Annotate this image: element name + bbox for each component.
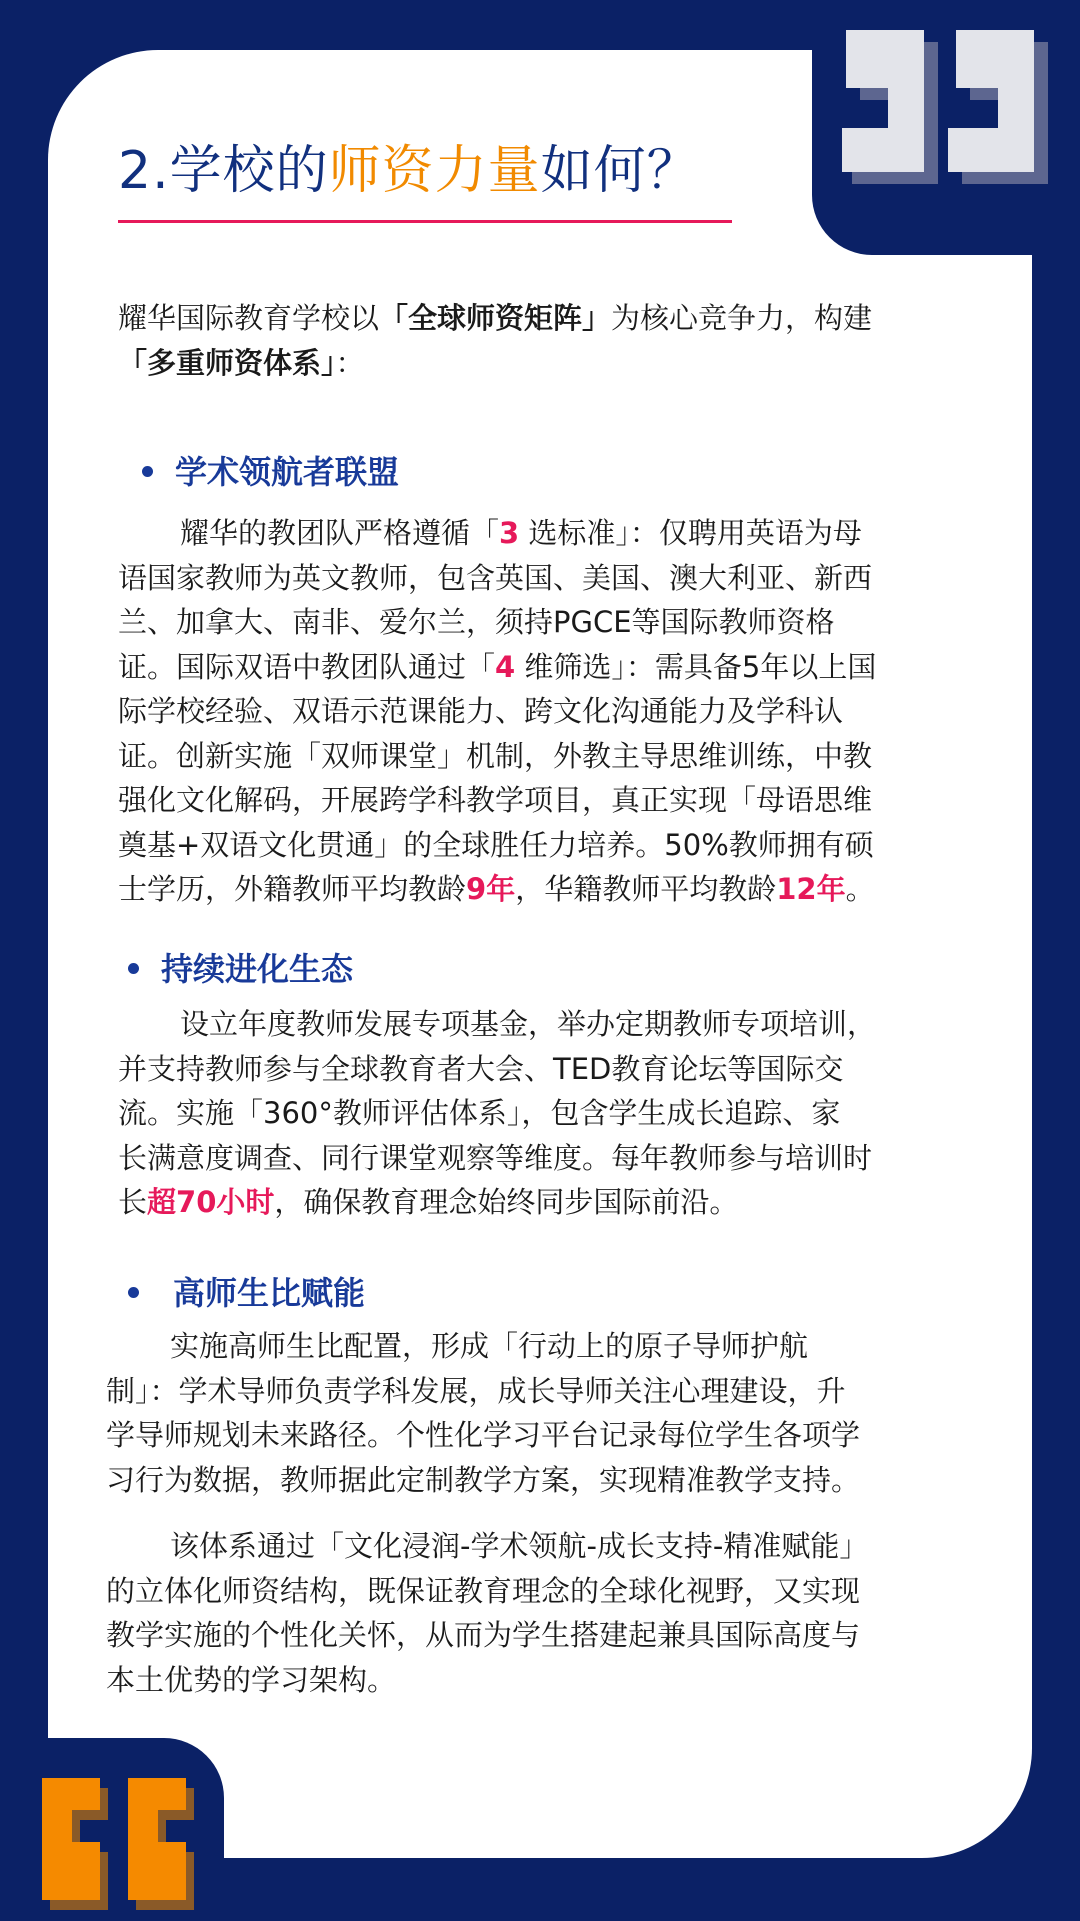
intro-bold-matrix: 「全球师资矩阵」	[379, 301, 612, 335]
highlight-number: 4	[495, 649, 516, 684]
text-span: 士学历，外籍教师平均教龄	[118, 872, 467, 906]
section-heading-text: 学术领航者联盟	[175, 453, 400, 491]
section-heading-ratio	[128, 1268, 365, 1314]
text-line: 兰、加拿大、南非、爱尔兰，须持PGCE等国际教师资格	[118, 605, 835, 639]
text-line: 奠基+双语文化贯通」的全球胜任力培养。50%教师拥有硕	[118, 827, 874, 862]
text-line	[118, 867, 876, 912]
section-ratio-body	[106, 1324, 860, 1502]
text-span: ，确保教育理念始终同步国际前沿。	[274, 1185, 739, 1219]
text-line: 际学校经验、双语示范课能力、跨文化沟通能力及学科认	[118, 694, 844, 728]
text-line: 教学实施的个性化关怀，从而为学生搭建起兼具国际高度与	[106, 1618, 861, 1652]
text-line: 学导师规划未来路径。个性化学习平台记录每位学生各项学	[106, 1418, 861, 1452]
intro-text: ：	[335, 345, 365, 380]
text-span: 维筛选」：需具备5年以上国	[515, 649, 877, 684]
text-line: 的立体化师资结构，既保证教育理念的全球化视野，又实现	[106, 1573, 861, 1608]
bullet-dot	[128, 1287, 139, 1298]
intro-line-1	[118, 296, 872, 341]
text-line: 流。实施「360°教师评估体系」，包含学生成长追踪、家	[118, 1096, 841, 1130]
page-title	[118, 128, 700, 203]
bullet-dot	[142, 466, 153, 477]
section-evolution-body	[118, 1002, 876, 1225]
text-line	[118, 511, 876, 556]
intro-paragraph	[118, 296, 872, 385]
text-span: ，华籍教师平均教龄	[515, 872, 777, 906]
section-heading-text: 高师生比赋能	[173, 1274, 366, 1312]
highlight-chinese-years: 12年	[776, 872, 846, 906]
intro-text: 耀华国际教育学校以	[118, 301, 380, 335]
opening-quote-icon	[36, 1768, 226, 1918]
text-line: 证。创新实施「双师课堂」机制，外教主导思维训练，中教	[118, 738, 873, 773]
text-line: 该体系通过「文化浸润-学术领航-成长支持-精准赋能」	[170, 1529, 869, 1563]
text-span: 证。国际双语中教团队通过「	[118, 649, 496, 684]
text-span: 选标准」：仅聘用英语为母	[519, 516, 862, 550]
conclusion-paragraph	[106, 1524, 868, 1702]
text-line	[118, 1180, 876, 1225]
intro-text: 为核心竞争力，构建	[611, 301, 873, 335]
text-span: 耀华的教团队严格遵循「	[180, 516, 500, 550]
title-suffix: 如何？	[540, 141, 700, 201]
closing-quote-icon	[842, 30, 1067, 215]
text-line	[118, 645, 876, 690]
text-line: 本土优势的学习架构。	[106, 1662, 397, 1697]
section-academic-body	[118, 511, 876, 912]
text-line: 长满意度调查、同行课堂观察等维度。每年教师参与培训时	[118, 1140, 873, 1175]
title-underline	[118, 220, 732, 223]
text-line: 习行为数据，教师据此定制教学方案，实现精准教学支持。	[106, 1462, 861, 1497]
title-highlight: 师资力量	[328, 141, 541, 201]
highlight-training-hours: 超70小时	[147, 1185, 275, 1219]
section-heading-evolution	[128, 944, 353, 990]
text-line: 强化文化解码，开展跨学科教学项目，真正实现「母语思维	[118, 783, 873, 817]
text-line: 实施高师生比配置，形成「行动上的原子导师护航	[170, 1329, 809, 1363]
bullet-dot	[128, 963, 139, 974]
highlight-foreign-years: 9年	[466, 872, 516, 906]
text-span: 。	[845, 872, 875, 906]
title-prefix: 2.学校的	[118, 141, 329, 201]
section-heading-text: 持续进化生态	[161, 950, 354, 988]
text-line: 制」：学术导师负责学科发展，成长导师关注心理建设，升	[106, 1373, 846, 1408]
section-heading-academic	[142, 447, 399, 493]
highlight-number: 3	[499, 516, 520, 550]
text-line: 设立年度教师发展专项基金，举办定期教师专项培训，	[180, 1007, 877, 1041]
intro-line-2	[118, 341, 872, 386]
text-span: 长	[118, 1185, 148, 1219]
text-line: 并支持教师参与全球教育者大会、TED教育论坛等国际交	[118, 1051, 844, 1086]
text-line: 语国家教师为英文教师，包含英国、美国、澳大利亚、新西	[118, 560, 873, 595]
intro-bold-system: 「多重师资体系」	[118, 345, 336, 380]
